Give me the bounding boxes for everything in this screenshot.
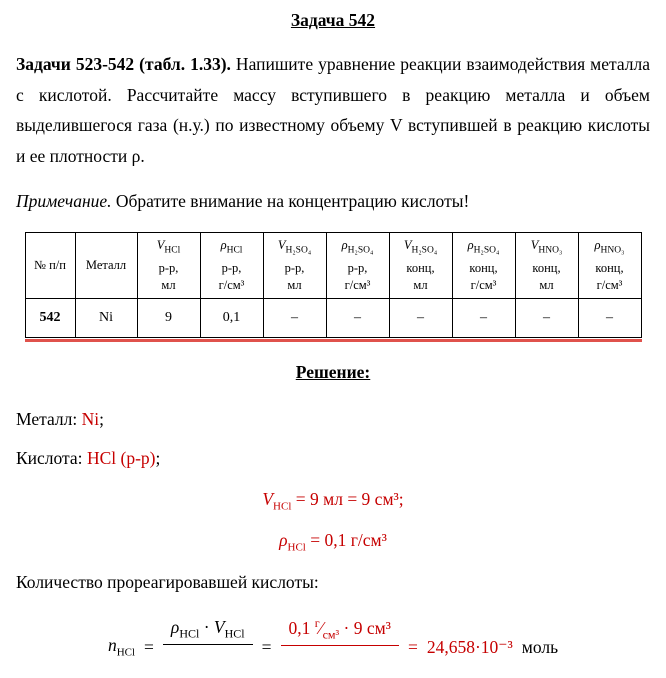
rho-value-text: = 0,1 г/см³ bbox=[305, 530, 387, 550]
col-header-rho-h2so4-rr bbox=[326, 233, 389, 299]
metal-value: Ni bbox=[81, 408, 100, 429]
header-line3: мл bbox=[287, 277, 302, 292]
metal-tail: ; bbox=[99, 408, 104, 429]
header-line2: р-р, bbox=[158, 260, 179, 275]
header-line3: мл bbox=[413, 277, 428, 292]
symbol: ρ bbox=[467, 238, 474, 252]
symbol: V bbox=[156, 238, 165, 252]
page-title-text: Задача 542 bbox=[290, 10, 376, 30]
table-header-row bbox=[25, 233, 641, 299]
metal-line bbox=[16, 409, 650, 430]
acid-line bbox=[16, 448, 650, 469]
fraction-numeric-numerator bbox=[281, 616, 399, 645]
n-symbol-sub: HCl bbox=[116, 646, 136, 659]
metal-label: Металл: bbox=[16, 408, 82, 429]
rho-symbol-sub: HCl bbox=[287, 541, 306, 554]
symbol: V bbox=[403, 238, 412, 252]
header-line2: конц, bbox=[532, 260, 561, 275]
amount-formula bbox=[0, 616, 666, 678]
cell-task-number: 542 bbox=[25, 298, 75, 337]
cell-dash: – bbox=[515, 298, 578, 337]
symbol-sub: H₂SO₄ bbox=[473, 245, 500, 256]
task-description bbox=[16, 49, 650, 171]
symbol-sub: HNO₃ bbox=[538, 245, 563, 256]
v-symbol: V bbox=[262, 488, 274, 509]
formula-result: 24,658·10⁻³ bbox=[426, 636, 513, 657]
solution-heading bbox=[16, 362, 650, 383]
symbol: V bbox=[530, 238, 539, 252]
header-line2: конц, bbox=[406, 260, 435, 275]
symbol-sub: HCl bbox=[164, 245, 181, 256]
header-line2: р-р, bbox=[221, 260, 242, 275]
header-line2: р-р, bbox=[284, 260, 305, 275]
equals-sign: = bbox=[407, 636, 418, 657]
task-range: Задачи 523-542 (табл. 1.33). bbox=[16, 54, 231, 74]
header-line3: г/см³ bbox=[218, 277, 245, 292]
acid-tail: ; bbox=[155, 447, 161, 468]
value: 0,1 bbox=[288, 617, 311, 638]
cell-dash: – bbox=[326, 298, 389, 337]
symbol-sub: H₂SO₄ bbox=[411, 245, 438, 256]
rho-symbol: ρ bbox=[279, 530, 288, 550]
fraction-symbolic bbox=[163, 617, 253, 678]
note-line bbox=[16, 191, 650, 212]
fraction-symbolic-denominator bbox=[163, 644, 253, 677]
fraction-slash: ⁄ bbox=[319, 617, 323, 638]
fraction-symbolic-numerator bbox=[163, 617, 253, 645]
rho-hcl-value-line bbox=[16, 530, 650, 554]
col-header-v-h2so4-konc bbox=[389, 233, 452, 299]
v-symbol: V bbox=[213, 616, 225, 637]
v-value-text: = 9 мл = 9 см³; bbox=[291, 488, 404, 509]
header-line3: г/см³ bbox=[344, 277, 371, 292]
equals-sign: = bbox=[261, 636, 272, 657]
cell-dash: – bbox=[389, 298, 452, 337]
symbol-sub: HCl bbox=[226, 245, 243, 256]
v-symbol-sub: HCl bbox=[224, 626, 245, 641]
equals-sign: = bbox=[144, 636, 154, 657]
header-line3: мл bbox=[539, 277, 554, 292]
col-header-v-hcl bbox=[137, 233, 200, 299]
note-label: Примечание. bbox=[16, 191, 112, 211]
value: · 9 см³ bbox=[343, 617, 391, 638]
header-line2: конц, bbox=[595, 260, 624, 275]
col-header-num: № п/п bbox=[25, 233, 75, 299]
table-underline bbox=[25, 339, 642, 342]
dot-operator: · bbox=[203, 616, 210, 637]
task-text: Напишите уравнение реакции взаимодействия металла с кислотой. Рассчитайте массу вступившего в реакцию металла и объем выделившегося газа (н.у.) по известному объему V вступившей в реакцию кислоты и ее плотности ρ. bbox=[16, 54, 650, 166]
header-line2: р-р, bbox=[347, 260, 368, 275]
v-hcl-value-line bbox=[16, 489, 650, 513]
header-line2: конц, bbox=[469, 260, 498, 275]
note-text: Обратите внимание на концентрацию кислоты! bbox=[111, 191, 470, 211]
formula-unit: моль bbox=[521, 636, 559, 657]
cell-dash: – bbox=[263, 298, 326, 337]
fraction-numeric-denominator bbox=[281, 645, 399, 678]
col-header-rho-hcl bbox=[200, 233, 263, 299]
page-title bbox=[16, 6, 650, 31]
acid-value: HCl (р-р) bbox=[86, 447, 156, 468]
fraction-numeric bbox=[281, 616, 399, 678]
cell-v-hcl: 9 bbox=[137, 298, 200, 337]
cell-dash: – bbox=[452, 298, 515, 337]
n-symbol: n bbox=[107, 635, 117, 656]
symbol-sub: HNO₃ bbox=[600, 245, 625, 256]
col-header-v-h2so4-rr bbox=[263, 233, 326, 299]
header-line3: г/см³ bbox=[596, 277, 623, 292]
cell-metal: Ni bbox=[75, 298, 137, 337]
cell-rho-hcl: 0,1 bbox=[200, 298, 263, 337]
symbol: ρ bbox=[594, 238, 601, 252]
conditions-table-wrap bbox=[25, 232, 642, 342]
symbol-sub: H₂SO₄ bbox=[347, 245, 374, 256]
col-header-v-hno3 bbox=[515, 233, 578, 299]
amount-label-line bbox=[16, 572, 650, 593]
col-header-rho-h2so4-konc bbox=[452, 233, 515, 299]
amount-label: Количество прореагировавшей кислоты: bbox=[16, 571, 319, 592]
symbol: ρ bbox=[341, 238, 348, 252]
symbol: ρ bbox=[220, 238, 227, 252]
symbol: V bbox=[277, 238, 286, 252]
header-line3: мл bbox=[161, 277, 176, 292]
col-header-rho-hno3 bbox=[578, 233, 641, 299]
acid-label: Кислота: bbox=[16, 447, 87, 468]
table-row bbox=[25, 298, 641, 337]
cell-dash: – bbox=[578, 298, 641, 337]
unit-numerator: г bbox=[314, 616, 320, 630]
col-header-metal: Металл bbox=[75, 233, 137, 299]
unit-denominator: см³ bbox=[322, 627, 340, 642]
v-symbol-sub: HCl bbox=[273, 500, 292, 512]
conditions-table bbox=[25, 232, 642, 338]
solution-heading-text: Решение: bbox=[295, 361, 371, 382]
header-line3: г/см³ bbox=[470, 277, 497, 292]
rho-symbol-sub: HCl bbox=[179, 626, 200, 641]
formula-lhs bbox=[108, 635, 135, 659]
rho-symbol: ρ bbox=[170, 616, 180, 637]
symbol-sub: H₂SO₄ bbox=[285, 245, 312, 256]
